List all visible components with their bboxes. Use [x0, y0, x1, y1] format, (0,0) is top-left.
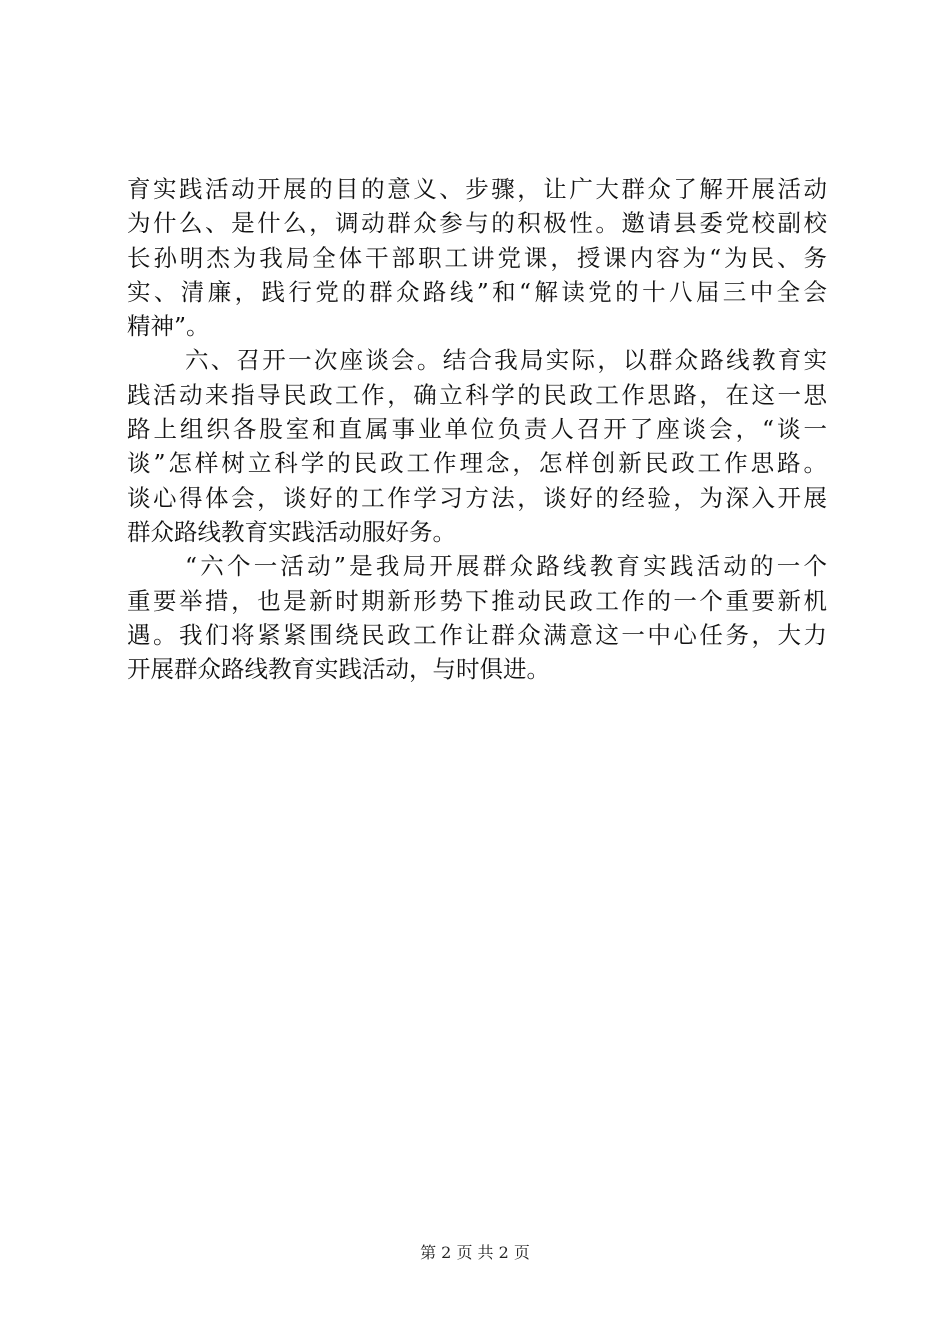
- text-line: 开展群众路线教育实践活动，与时俱进。: [127, 655, 550, 684]
- closing-paragraph-first-line: “六个一活动”是我局开展群众路线教育实践活动的一个: [185, 552, 827, 581]
- text-line: 精神”。: [127, 312, 210, 341]
- text-line: 路上组织各股室和直属事业单位负责人召开了座谈会，“谈一: [127, 415, 827, 444]
- text-line: 重要举措，也是新时期新形势下推动民政工作的一个重要新机: [127, 586, 827, 615]
- text-line: 育实践活动开展的目的意义、步骤，让广大群众了解开展活动: [127, 175, 827, 203]
- text-line: 践活动来指导民政工作，确立科学的民政工作思路，在这一思: [127, 380, 827, 409]
- text-line: 实、清廉，践行党的群众路线”和“解读党的十八届三中全会: [127, 277, 827, 306]
- text-line: 谈心得体会，谈好的工作学习方法，谈好的经验，为深入开展: [127, 483, 827, 512]
- paragraph-six-first-line: 六、召开一次座谈会。结合我局实际，以群众路线教育实: [185, 346, 827, 375]
- document-body: [127, 172, 827, 686]
- text-line: 群众路线教育实践活动服好务。: [127, 517, 456, 546]
- text-line: 为什么、是什么，调动群众参与的积极性。邀请县委党校副校: [127, 209, 827, 238]
- text-line: 遇。我们将紧紧围绕民政工作让群众满意这一中心任务，大力: [127, 620, 827, 649]
- text-line: 谈”怎样树立科学的民政工作理念，怎样创新民政工作思路。: [127, 449, 827, 478]
- text-line: 长孙明杰为我局全体干部职工讲党课，授课内容为“为民、务: [127, 243, 827, 272]
- page-footer: 第 2 页 共 2 页: [420, 1243, 530, 1262]
